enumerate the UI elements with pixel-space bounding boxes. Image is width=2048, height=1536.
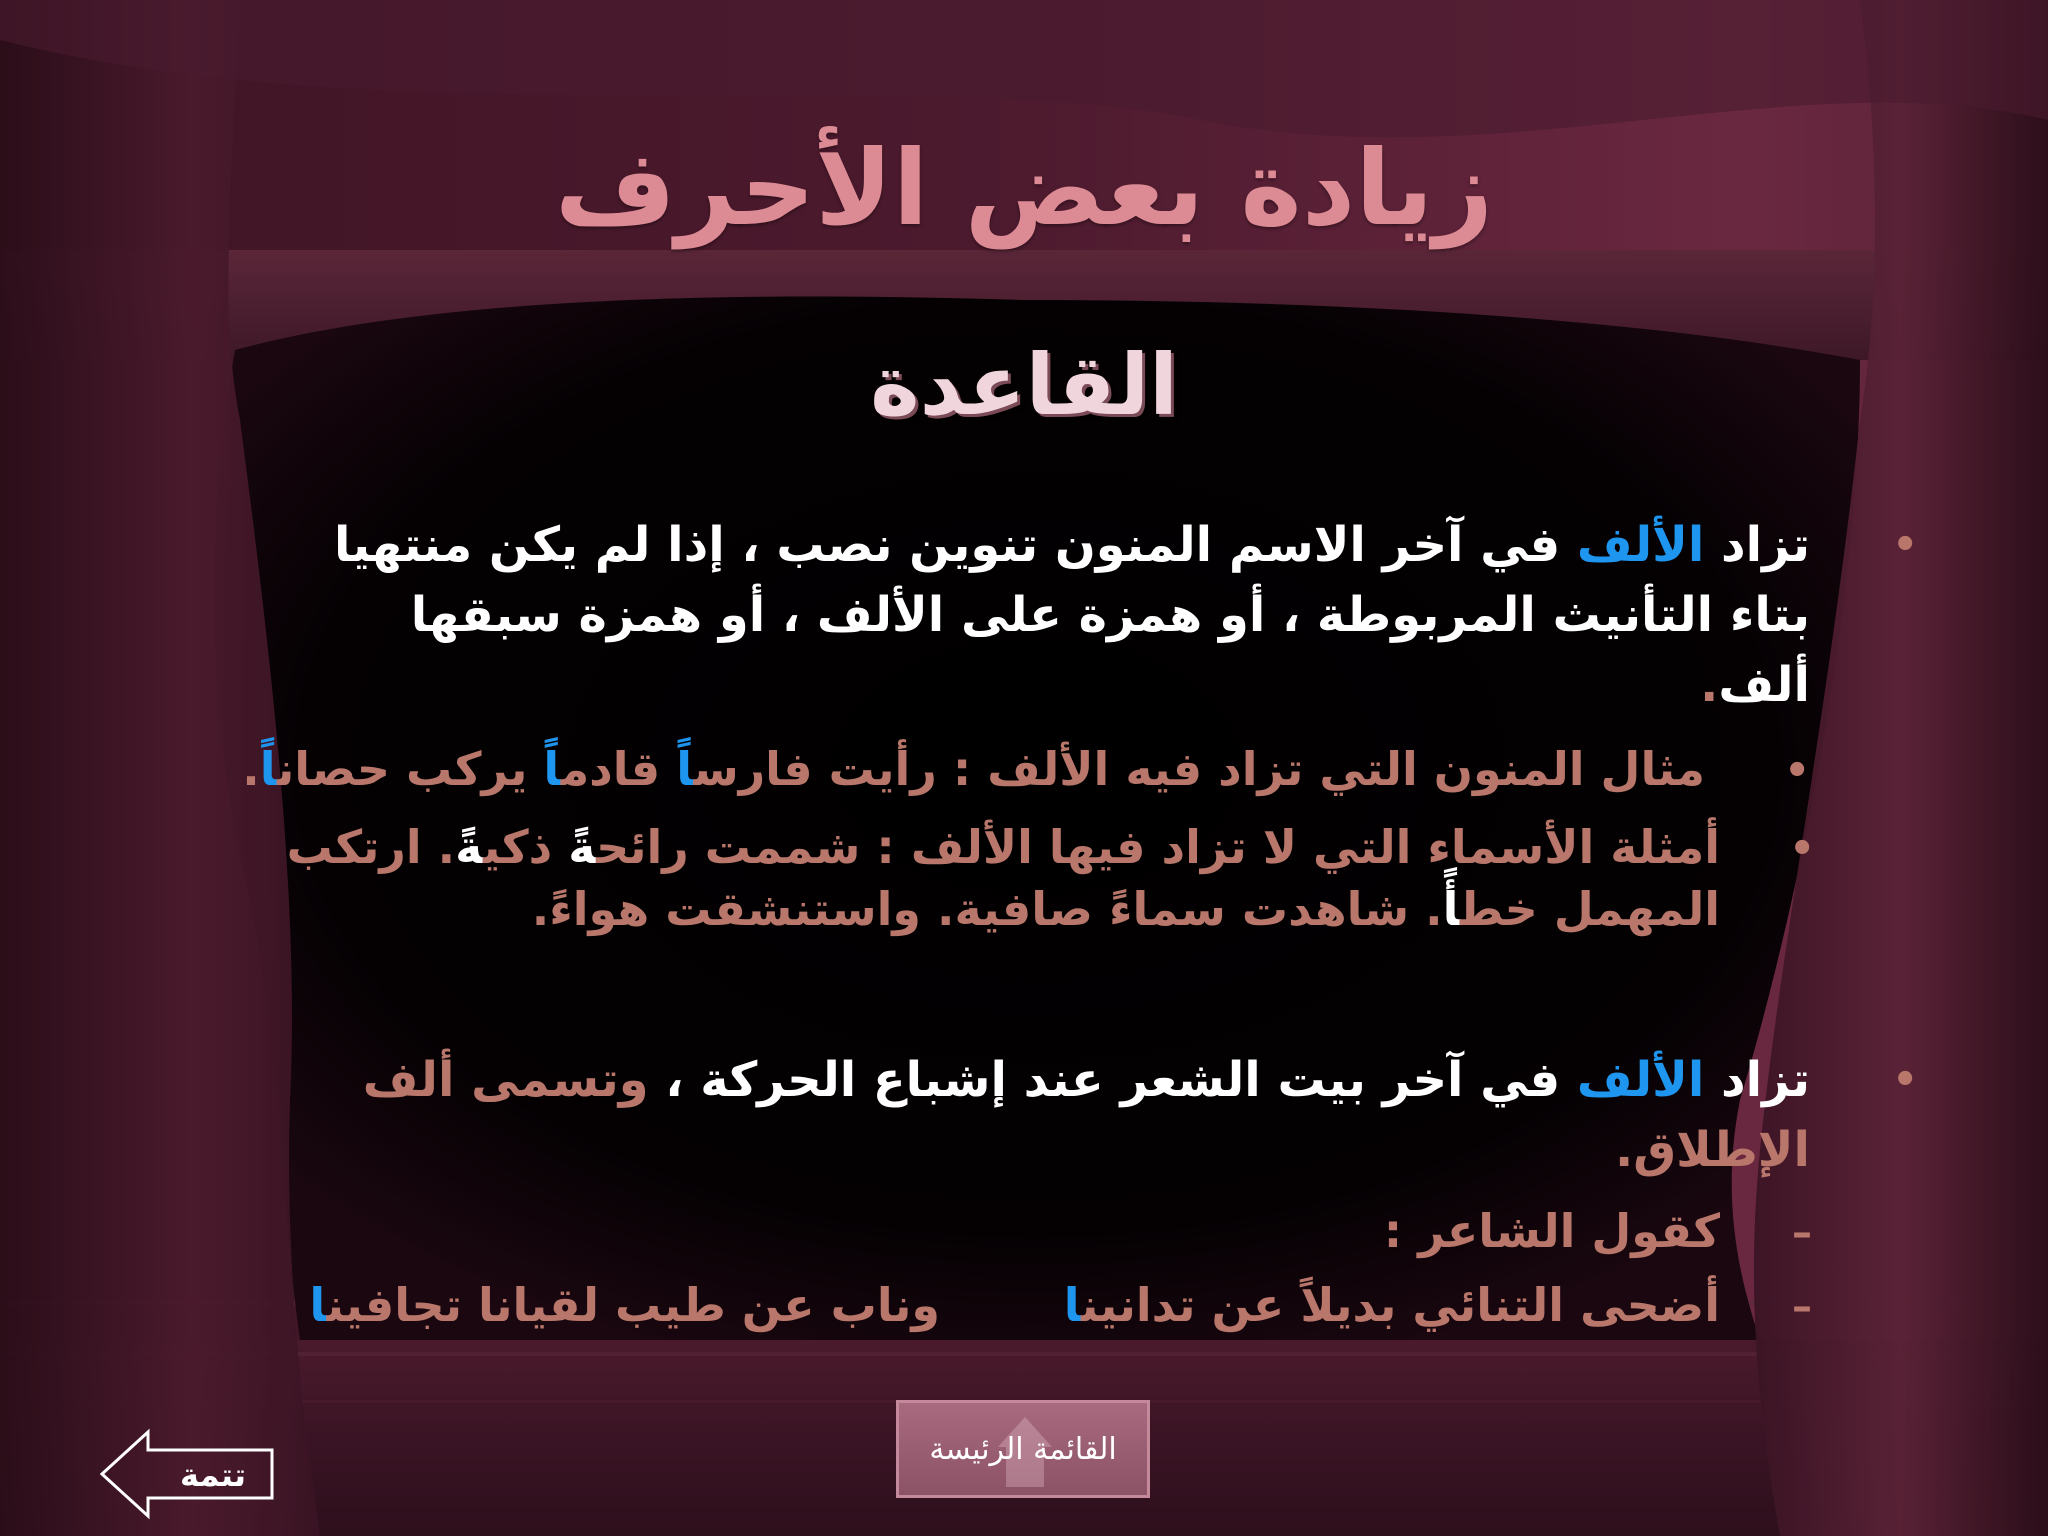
bullet-dot: • bbox=[1892, 1057, 1918, 1103]
example-2-line-2: المهمل خطأً. شاهدت سماءً صافية. واستنشقت هواءً. bbox=[531, 882, 1720, 936]
main-menu-label: القائمة الرئيسة bbox=[929, 1431, 1117, 1467]
next-button[interactable] bbox=[100, 1428, 276, 1520]
bullet-dot: • bbox=[1784, 748, 1810, 794]
rule-2 bbox=[160, 1045, 1918, 1185]
example-2 bbox=[160, 814, 1815, 954]
rule-heading: القاعدة bbox=[870, 336, 1178, 434]
bullet-dot: • bbox=[1789, 826, 1815, 872]
example-1 bbox=[160, 736, 1810, 806]
rule-1-line-3: ألف. bbox=[1700, 657, 1810, 713]
rule-1-line-1: تزاد الألف في آخر الاسم المنون تنوين نصب ، إذا لم يكن منتهيا bbox=[334, 517, 1810, 573]
poem bbox=[160, 1198, 1812, 1343]
poem-verse-second-half: وناب عن طيب لقيانا تجافينا bbox=[309, 1278, 940, 1332]
rule-1 bbox=[160, 510, 1918, 720]
dash-marker: – bbox=[1792, 1210, 1812, 1256]
rule-2-line-1: تزاد الألف في آخر بيت الشعر عند إشباع الحركة ، وتسمى ألف bbox=[362, 1052, 1810, 1108]
poem-intro: كقول الشاعر : bbox=[1383, 1204, 1720, 1258]
example-2-line-1: أمثلة الأسماء التي لا تزاد فيها الألف : شممت رائحةً ذكيةً. ارتكب bbox=[286, 820, 1720, 874]
poem-verse-first-half: أضحى التنائي بديلاً عن تدانينا bbox=[1063, 1278, 1720, 1332]
rule-1-line-2: بتاء التأنيث المربوطة ، أو همزة على الألف ، أو همزة سبقها bbox=[410, 587, 1810, 643]
slide-title: زيادة بعض الأحرف bbox=[554, 127, 1494, 249]
dash-marker: – bbox=[1792, 1284, 1812, 1330]
main-menu-button[interactable] bbox=[896, 1400, 1150, 1498]
next-label: تتمة bbox=[180, 1456, 246, 1494]
rule-2-line-2: الإطلاق. bbox=[1615, 1122, 1810, 1178]
example-1-text: مثال المنون التي تزاد فيه الألف : رأيت فارساً قادماً يركب حصاناً. bbox=[242, 742, 1705, 796]
bullet-dot: • bbox=[1892, 522, 1918, 568]
